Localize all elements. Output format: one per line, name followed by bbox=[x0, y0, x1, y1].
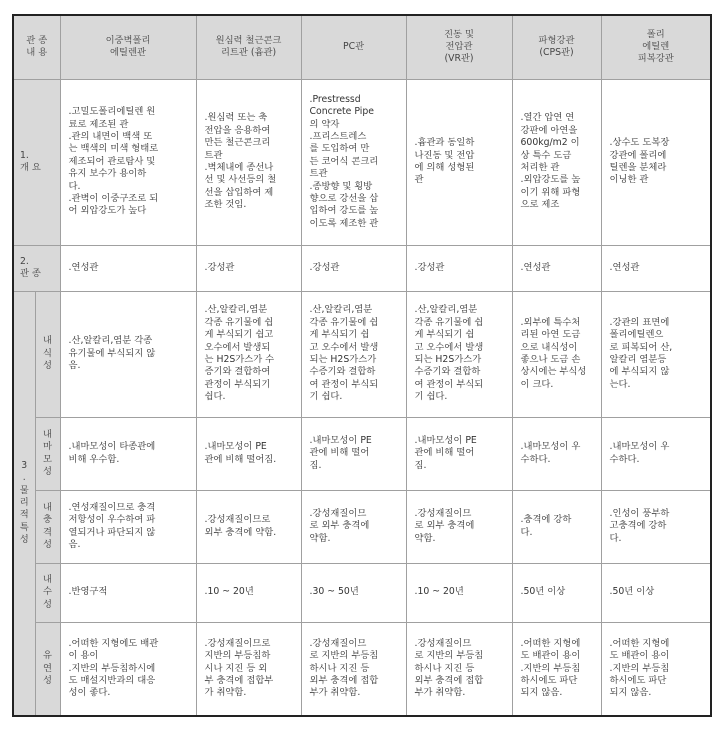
overview-cell: .흄관과 동일하 나진동 및 전압 에 의해 성형된 관 bbox=[406, 79, 512, 245]
overview-cell: .상수도 도복장 강관에 폴리에 틸렌을 분체라 이닝한 관 bbox=[601, 79, 711, 245]
impact-cell: .연성재질이므로 충격 저항성이 우수하여 파 열되거나 파단되지 않 음. bbox=[60, 490, 196, 563]
type-cell: .강성관 bbox=[196, 245, 301, 291]
impact-cell: .충격에 강하 다. bbox=[512, 490, 601, 563]
abrasion-cell: .내마모성이 PE 관에 비해 떨어짐. bbox=[196, 417, 301, 490]
impact-cell: .강성재질이므로 외부 충격에 약함. bbox=[196, 490, 301, 563]
corrosion-cell: .산,알칼리,염분 각종 유기물에 부식되지 않 음. bbox=[60, 291, 196, 417]
col-header-hume: 원심력 철근콘크 리트관 (흄관) bbox=[196, 15, 301, 79]
flexibility-cell: .강성재질이므 로 지반의 부등침 하시나 지진 등 외부 충격에 접합 부가 취약함. bbox=[301, 622, 406, 716]
abrasion-cell: .내마모성이 타종관에 비해 우수함. bbox=[60, 417, 196, 490]
overview-cell: .원심력 또는 축 전압을 응용하여 만든 철근콘크리 트관 .벽체내에 종선나 선 및 사선등의 철 선을 삽입하여 제 조한 것임. bbox=[196, 79, 301, 245]
impact-cell: .인성이 풍부하 고충격에 강하 다. bbox=[601, 490, 711, 563]
sub-label-flexibility: 유 연 성 bbox=[35, 622, 60, 716]
sub-label-durability: 내 수 성 bbox=[35, 563, 60, 622]
overview-row bbox=[13, 79, 711, 245]
row-label-overview: 1. 개 요 bbox=[13, 79, 60, 245]
type-cell: .연성관 bbox=[512, 245, 601, 291]
impact-row bbox=[13, 490, 711, 563]
sub-label-corrosion: 내 식 성 bbox=[35, 291, 60, 417]
type-cell: .연성관 bbox=[60, 245, 196, 291]
col-header-pc: PC관 bbox=[301, 15, 406, 79]
impact-cell: .강성재질이므 로 외부 충격에 약함. bbox=[406, 490, 512, 563]
row-label-type: 2. 관 종 bbox=[13, 245, 60, 291]
corrosion-row bbox=[13, 291, 711, 417]
flexibility-cell: .어떠한 지형에 도 배관이 용이 .지반의 부등침 하시에도 파단 되지 않음. bbox=[512, 622, 601, 716]
abrasion-row bbox=[13, 417, 711, 490]
type-cell: .강성관 bbox=[301, 245, 406, 291]
type-cell: .연성관 bbox=[601, 245, 711, 291]
col-header-pe-coated: 폴리 에틸렌 피복강관 bbox=[601, 15, 711, 79]
overview-cell: .고밀도폴리에틸렌 원 료로 제조된 관 .관의 내면이 백색 또 는 백색의 미색 형태로 제조되어 관로탐사 및 유지 보수가 용이하 다. .관벽이 이중구조로 되 어 외압강도가 높다 bbox=[60, 79, 196, 245]
abrasion-cell: .내마모성이 우 수하다. bbox=[512, 417, 601, 490]
flexibility-cell: .어떠한 지형에 도 배관이 용이 .지반의 부등침 하시에도 파단 되지 않음. bbox=[601, 622, 711, 716]
col-header-dwpe: 이중벽폴리 에틸렌관 bbox=[60, 15, 196, 79]
corrosion-cell: .산,알칼리,염분 각종 유기물에 쉽 게 부식되기 쉽 고 오수에서 발생 되는 H2S가스가 수증기와 결합하 여 관정이 부식되 기 쉽다. bbox=[301, 291, 406, 417]
header-corner: 관 종 내 용 bbox=[13, 15, 60, 79]
durability-row bbox=[13, 563, 711, 622]
type-row bbox=[13, 245, 711, 291]
type-cell: .강성관 bbox=[406, 245, 512, 291]
impact-cell: .강성재질이므 로 외부 충격에 약함. bbox=[301, 490, 406, 563]
corrosion-cell: .산,알칼리,염분 각종 유기물에 쉽 게 부식되기 쉽 고 오수에서 발생 되는 H2S가스가 수증기와 결합하 여 관정이 부식되 기 쉽다. bbox=[406, 291, 512, 417]
corrosion-cell: .강관의 표면에 폴리에틸렌으 로 피복되어 산, 알칼리 염분등 에 부식되지 않 는다. bbox=[601, 291, 711, 417]
durability-cell: .50년 이상 bbox=[601, 563, 711, 622]
header-row bbox=[13, 15, 711, 79]
durability-cell: .30 ~ 50년 bbox=[301, 563, 406, 622]
overview-cell: .열간 압연 연 강판에 아연을 600kg/m2 이 상 특수 도금 처리한 관 .외압강도를 높 이기 위해 파형 으로 제조 bbox=[512, 79, 601, 245]
pipe-comparison-table bbox=[12, 14, 712, 717]
corrosion-cell: .산,알칼리,염분 각종 유기물에 쉽 게 부식되기 쉽고 오수에서 발생되 는 H2S가스가 수 증기와 결합하여 관정이 부식되기 쉽다. bbox=[196, 291, 301, 417]
flexibility-cell: .어떠한 지형에도 배관 이 용이 .지반의 부등침하시에 도 매설지반과의 대응 성이 좋다. bbox=[60, 622, 196, 716]
overview-cell: .Prestressd Concrete Pipe 의 약자 .프리스트레스 를 도입하여 만 든 코어식 콘크리 트관 .종방향 및 횡방 향으로 강선을 삽 입하여 강도를 높 이도록 제조한 관 bbox=[301, 79, 406, 245]
col-header-cps: 파형강관 (CPS관) bbox=[512, 15, 601, 79]
flexibility-row bbox=[13, 622, 711, 716]
durability-cell: .반영구적 bbox=[60, 563, 196, 622]
abrasion-cell: .내마모성이 우 수하다. bbox=[601, 417, 711, 490]
col-header-vr: 진동 및 전압관 (VR관) bbox=[406, 15, 512, 79]
abrasion-cell: .내마모성이 PE 관에 비해 떨어 짐. bbox=[301, 417, 406, 490]
durability-cell: .50년 이상 bbox=[512, 563, 601, 622]
sub-label-impact: 내 충 격 성 bbox=[35, 490, 60, 563]
durability-cell: .10 ~ 20년 bbox=[196, 563, 301, 622]
flexibility-cell: .강성재질이므로 지반의 부등침하 시나 지진 등 외 부 충격에 접합부 가 취약함. bbox=[196, 622, 301, 716]
durability-cell: .10 ~ 20년 bbox=[406, 563, 512, 622]
abrasion-cell: .내마모성이 PE 관에 비해 떨어 짐. bbox=[406, 417, 512, 490]
corrosion-cell: .외부에 특수처 리된 아연 도금 으로 내식성이 좋으나 도금 손 상시에는 부식성 이 크다. bbox=[512, 291, 601, 417]
flexibility-cell: .강성재질이므 로 지반의 부등침 하시나 지진 등 외부 충격에 접합 부가 취약함. bbox=[406, 622, 512, 716]
sub-label-abrasion: 내 마 모 성 bbox=[35, 417, 60, 490]
row-label-physical: 3 . 물 리 적 특 성 bbox=[13, 291, 35, 716]
